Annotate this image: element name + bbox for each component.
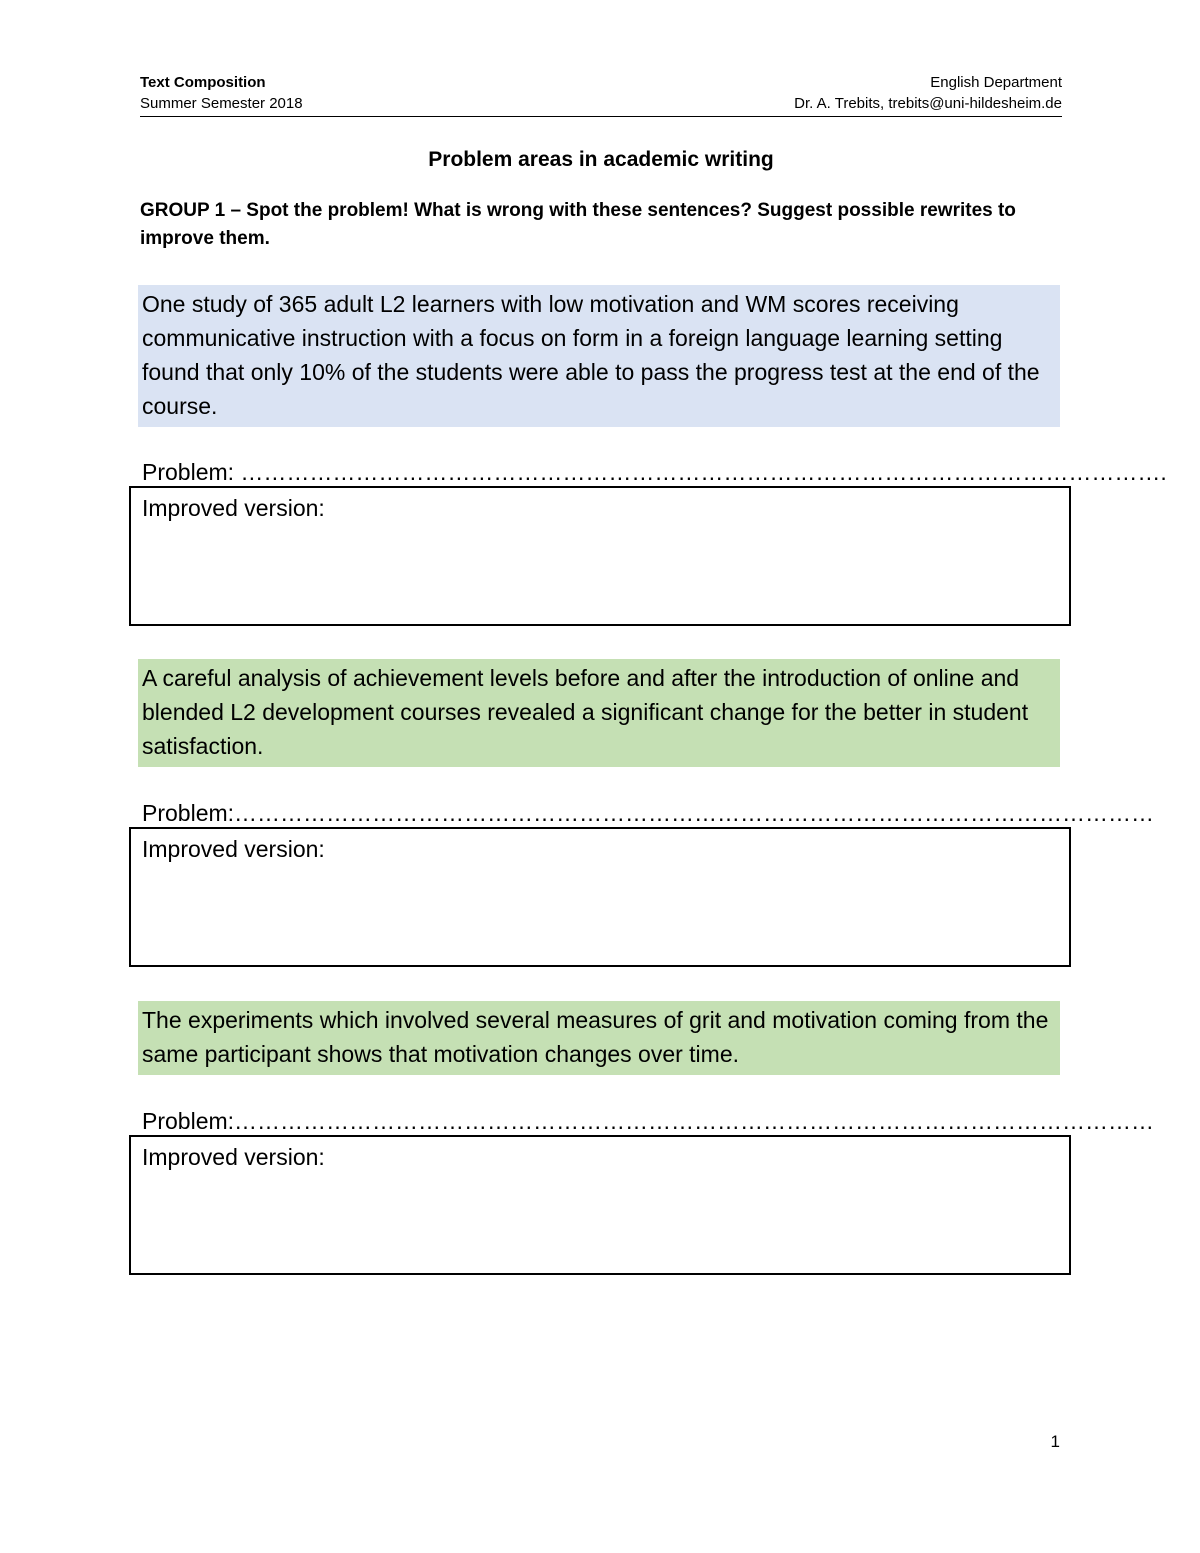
- header-left: [140, 72, 303, 114]
- course-name: Text Composition: [140, 74, 266, 91]
- instructor-contact: Dr. A. Trebits, trebits@uni-hildesheim.de: [794, 95, 1062, 112]
- improved-version-label-2: Improved version:: [142, 836, 325, 862]
- page-title: Problem areas in academic writing: [428, 148, 774, 171]
- problem-line-1: Problem: ………………………………………………………………………………………………………….: [142, 459, 1167, 485]
- instructions: GROUP 1 – Spot the problem! What is wrong with these sentences? Suggest possible rewrites to improve them.: [140, 200, 1016, 249]
- department: English Department: [930, 74, 1062, 91]
- problem-line-2: Problem:…………………………………………………………………………………………………………: [142, 800, 1155, 826]
- semester: Summer Semester 2018: [140, 95, 303, 112]
- sentence-2: A careful analysis of achievement levels before and after the introduction of online and blended L2 development courses revealed a significant change for the better in student satisfaction.: [138, 659, 1060, 767]
- improved-version-box-1[interactable]: [129, 486, 1071, 626]
- sentence-1: One study of 365 adult L2 learners with low motivation and WM scores receiving communicative instruction with a focus on form in a foreign language learning setting found that only 10% of the students were able to pass the progress test at the end of the course.: [138, 285, 1060, 427]
- improved-version-box-3[interactable]: [129, 1135, 1071, 1275]
- improved-version-label-3: Improved version:: [142, 1144, 325, 1170]
- header-right: [794, 72, 1062, 114]
- page-header: [140, 70, 1062, 117]
- problem-line-3: Problem:…………………………………………………………………………………………………………: [142, 1108, 1155, 1134]
- improved-version-box-2[interactable]: [129, 827, 1071, 967]
- page-number: 1: [1050, 1432, 1060, 1451]
- improved-version-label-1: Improved version:: [142, 495, 325, 521]
- sentence-3: The experiments which involved several measures of grit and motivation coming from the same participant shows that motivation changes over time.: [138, 1001, 1060, 1075]
